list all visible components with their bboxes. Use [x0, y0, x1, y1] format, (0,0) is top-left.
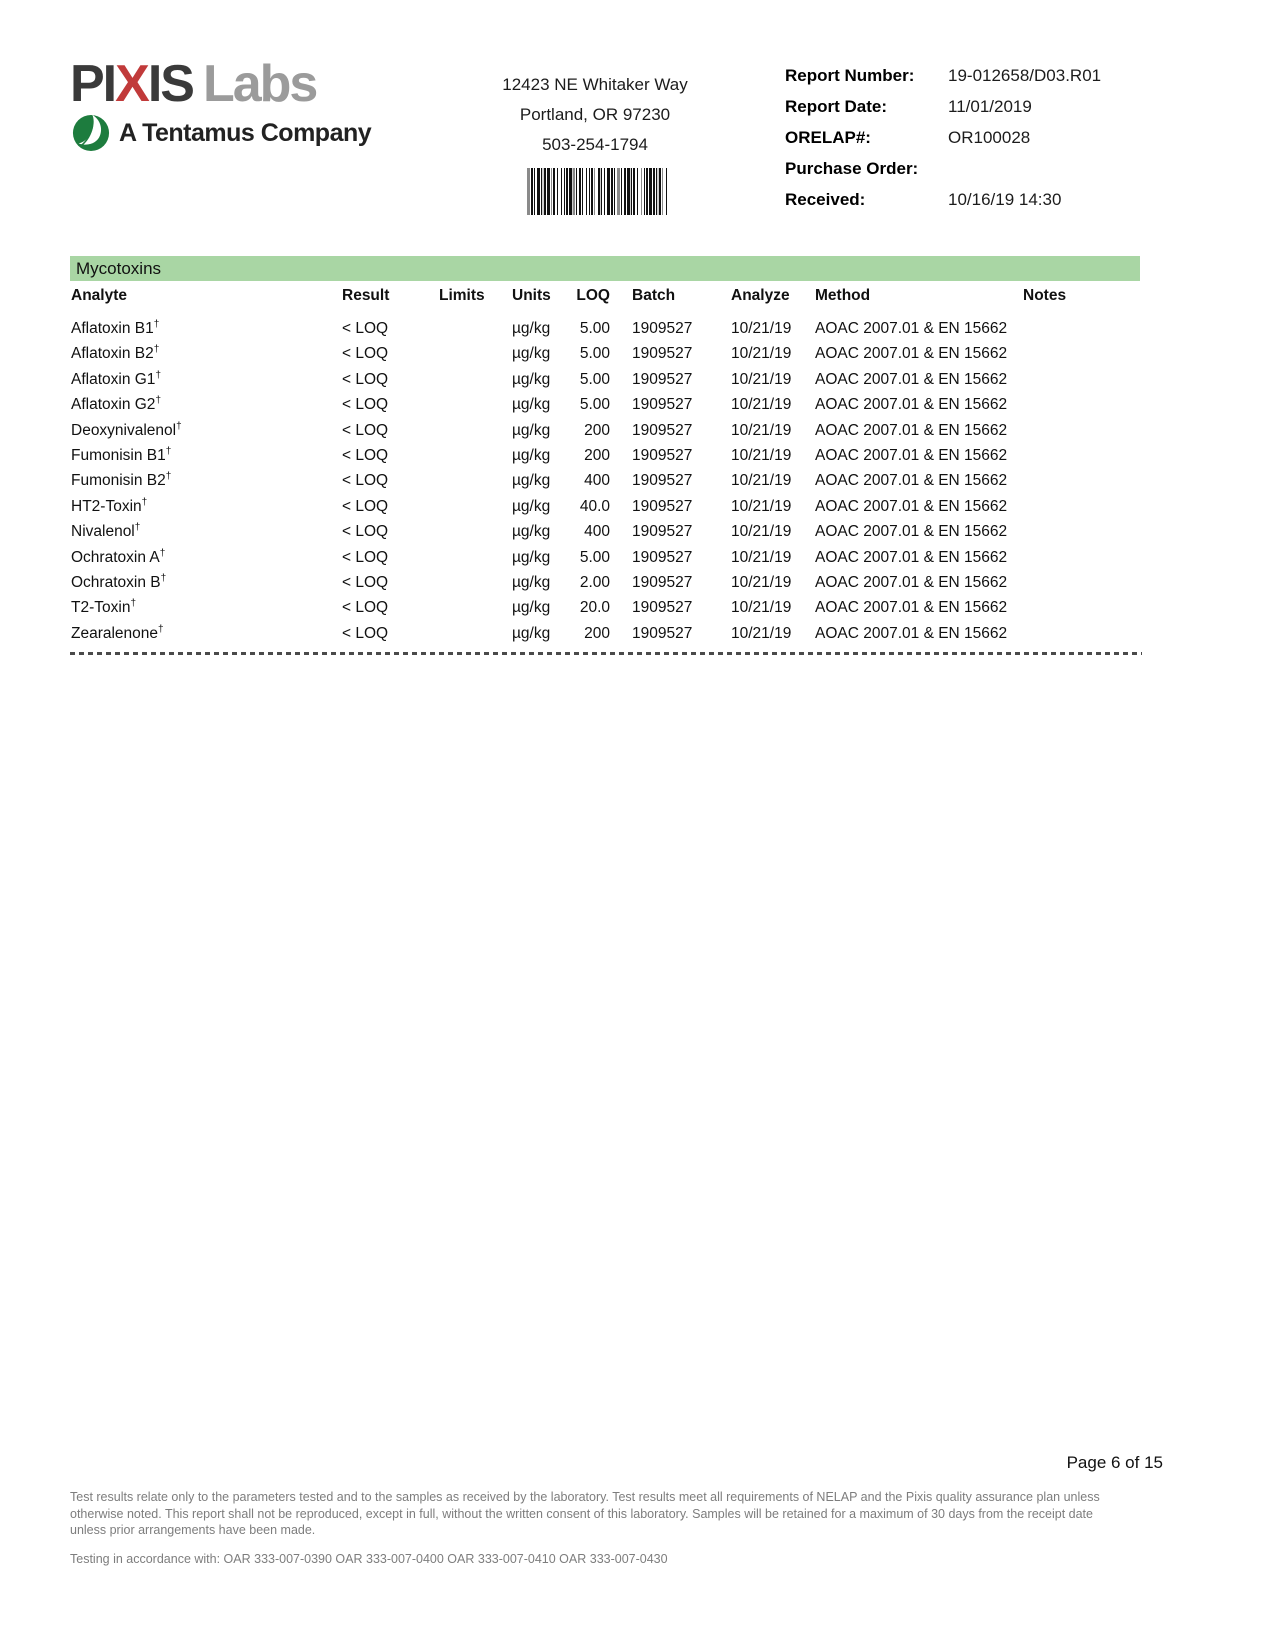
cell-units: µg/kg: [512, 345, 551, 363]
report-field: [785, 97, 1101, 128]
address-line-1: 12423 NE Whitaker Way: [502, 75, 688, 94]
table-row: [70, 316, 1140, 341]
cell-batch: 1909527: [632, 523, 693, 541]
cell-result: < LOQ: [342, 573, 389, 591]
table-row: [70, 545, 1140, 570]
cell-units: µg/kg: [512, 320, 551, 337]
report-field-value: 19-012658/D03.R01: [948, 66, 1102, 85]
cell-analyte: Ochratoxin B†: [71, 572, 167, 591]
report-field-value: 10/16/19 14:30: [948, 190, 1062, 209]
cell-loq: 5.00: [579, 370, 610, 388]
col-header-batch: Batch: [632, 287, 676, 304]
cell-batch: 1909527: [632, 345, 693, 363]
cell-analyze: 10/21/19: [731, 573, 792, 591]
table-row: [70, 468, 1140, 493]
dagger-mark: †: [155, 395, 161, 407]
report-field: [785, 66, 1101, 97]
cell-result: < LOQ: [342, 599, 389, 617]
cell-result: < LOQ: [342, 472, 389, 490]
dagger-mark: †: [130, 598, 136, 610]
cell-result: < LOQ: [342, 421, 389, 439]
dagger-mark: †: [160, 572, 167, 584]
cell-analyze: 10/21/19: [731, 497, 792, 515]
cell-result: < LOQ: [342, 320, 389, 337]
cell-method: AOAC 2007.01 & EN 15662: [815, 421, 1008, 439]
col-header-result: Result: [342, 287, 390, 304]
cell-batch: 1909527: [632, 396, 693, 414]
cell-analyte: Deoxynivalenol†: [71, 420, 182, 439]
col-header-analyte: Analyte: [71, 287, 127, 304]
cell-batch: 1909527: [632, 370, 693, 388]
cell-analyze: 10/21/19: [731, 548, 792, 566]
table-row: [70, 443, 1140, 468]
cell-loq: 5.00: [579, 320, 610, 337]
cell-result: < LOQ: [342, 548, 389, 566]
footer-accordance: Testing in accordance with: OAR 333-007-0390 OAR 333-007-0400 OAR 333-007-0410 OAR 333-007-0430: [70, 1552, 668, 1566]
cell-method: AOAC 2007.01 & EN 15662: [815, 624, 1008, 642]
dagger-mark: †: [176, 420, 182, 432]
cell-analyte: Aflatoxin B2†: [71, 344, 160, 363]
cell-method: AOAC 2007.01 & EN 15662: [815, 345, 1008, 363]
col-header-limits: Limits: [439, 287, 485, 304]
cell-result: < LOQ: [342, 345, 389, 363]
cell-loq: 200: [584, 421, 610, 439]
address-line-2: Portland, OR 97230: [519, 105, 671, 124]
table-row: [70, 367, 1140, 392]
report-field-label: Report Number:: [785, 66, 915, 85]
cell-loq: 400: [584, 472, 610, 490]
cell-method: AOAC 2007.01 & EN 15662: [815, 472, 1008, 490]
cell-analyze: 10/21/19: [731, 472, 792, 490]
table-header-row: [70, 284, 1140, 308]
report-field: [785, 190, 1101, 221]
cell-batch: 1909527: [632, 599, 693, 617]
section-header-mycotoxins: Mycotoxins: [70, 256, 1140, 281]
cell-analyze: 10/21/19: [731, 421, 792, 439]
cell-units: µg/kg: [512, 548, 551, 566]
cell-units: µg/kg: [512, 396, 551, 414]
cell-batch: 1909527: [632, 624, 693, 642]
dagger-mark: †: [134, 521, 141, 533]
col-header-analyze: Analyze: [731, 287, 790, 304]
cell-method: AOAC 2007.01 & EN 15662: [815, 523, 1008, 541]
col-header-method: Method: [815, 287, 871, 304]
logo-wordmark: [70, 55, 371, 113]
cell-batch: 1909527: [632, 573, 693, 591]
cell-loq: 5.00: [579, 396, 610, 414]
logo-text-pi: PI: [70, 55, 116, 113]
report-info: [785, 66, 1101, 221]
cell-analyze: 10/21/19: [731, 345, 792, 363]
cell-result: < LOQ: [342, 523, 389, 541]
table-row: [70, 570, 1140, 595]
cell-analyte: T2-Toxin†: [71, 598, 136, 617]
cell-analyze: 10/21/19: [731, 599, 792, 617]
report-field-value: OR100028: [948, 128, 1031, 147]
cell-method: AOAC 2007.01 & EN 15662: [815, 548, 1008, 566]
cell-loq: 20.0: [579, 599, 610, 617]
cell-batch: 1909527: [632, 320, 693, 337]
dagger-mark: †: [165, 445, 172, 457]
dagger-mark: †: [159, 547, 166, 559]
dagger-mark: †: [153, 344, 160, 356]
cell-units: µg/kg: [512, 446, 551, 464]
logo-tagline: [72, 114, 371, 152]
cell-loq: 5.00: [579, 345, 610, 363]
lab-address: [450, 70, 740, 160]
cell-method: AOAC 2007.01 & EN 15662: [815, 370, 1008, 388]
cell-analyze: 10/21/19: [731, 446, 792, 464]
cell-units: µg/kg: [512, 624, 551, 642]
cell-analyze: 10/21/19: [731, 320, 792, 337]
report-field-label: ORELAP#:: [785, 128, 871, 147]
cell-analyte: Zearalenone†: [71, 623, 164, 642]
logo-text-labs: Labs: [202, 55, 317, 113]
cell-batch: 1909527: [632, 446, 693, 464]
cell-analyze: 10/21/19: [731, 370, 792, 388]
table-row: [70, 494, 1140, 519]
cell-loq: 2.00: [579, 573, 610, 591]
cell-analyte: Aflatoxin G2†: [71, 395, 161, 414]
cell-units: µg/kg: [512, 573, 551, 591]
cell-analyte: HT2-Toxin†: [71, 496, 148, 515]
table-row: [70, 341, 1140, 366]
table-row: [70, 392, 1140, 417]
page-number: Page 6 of 15: [1066, 1453, 1163, 1472]
cell-method: AOAC 2007.01 & EN 15662: [815, 396, 1008, 414]
cell-analyte: Ochratoxin A†: [71, 547, 166, 566]
cell-units: µg/kg: [512, 497, 551, 515]
cell-analyte: Fumonisin B2†: [71, 471, 172, 490]
cell-analyte: Fumonisin B1†: [71, 445, 172, 464]
cell-loq: 5.00: [579, 548, 610, 566]
cell-result: < LOQ: [342, 370, 389, 388]
cell-result: < LOQ: [342, 624, 389, 642]
cell-loq: 200: [584, 446, 610, 464]
report-field-value: 11/01/2019: [948, 97, 1032, 116]
cell-method: AOAC 2007.01 & EN 15662: [815, 599, 1008, 617]
report-field-label: Received:: [785, 190, 866, 209]
col-header-loq: LOQ: [576, 287, 610, 304]
cell-units: µg/kg: [512, 421, 551, 439]
cell-method: AOAC 2007.01 & EN 15662: [815, 573, 1008, 591]
leaf-icon: [72, 114, 110, 152]
barcode: [527, 168, 669, 215]
dagger-mark: †: [155, 369, 161, 381]
cell-units: µg/kg: [512, 599, 551, 617]
table-row: [70, 621, 1140, 646]
report-field: [785, 128, 1101, 159]
cell-units: µg/kg: [512, 523, 551, 541]
report-field-label: Purchase Order:: [785, 159, 919, 178]
cell-method: AOAC 2007.01 & EN 15662: [815, 497, 1008, 515]
cell-batch: 1909527: [632, 548, 693, 566]
cell-analyze: 10/21/19: [731, 396, 792, 414]
pixis-labs-logo: [70, 55, 372, 152]
cell-analyte: Aflatoxin G1†: [71, 369, 161, 388]
cell-analyze: 10/21/19: [731, 523, 792, 541]
cell-batch: 1909527: [632, 421, 693, 439]
report-field: [785, 159, 1101, 190]
tagline-text: A Tentamus Company: [119, 118, 372, 147]
logo-text-x: X: [115, 55, 148, 113]
cell-analyze: 10/21/19: [731, 624, 792, 642]
dagger-mark: †: [141, 496, 148, 508]
cell-loq: 400: [584, 523, 610, 541]
address-line-3: 503-254-1794: [542, 135, 648, 154]
col-header-notes: Notes: [1023, 287, 1067, 304]
col-header-units: Units: [512, 287, 551, 304]
dagger-mark: †: [165, 471, 172, 483]
report-field-label: Report Date:: [785, 97, 888, 116]
table-body: [70, 316, 1140, 646]
cell-analyte: Nivalenol†: [71, 521, 141, 541]
cell-analyte: Aflatoxin B1†: [71, 318, 160, 337]
cell-units: µg/kg: [512, 370, 551, 388]
cell-result: < LOQ: [342, 497, 389, 515]
footer-disclaimer: Test results relate only to the parameters tested and to the samples as received by the laboratory. Test results meet all requirements of NELAP and the Pixis quality assurance plan unless otherwise noted. This report shall not be reproduced, except in full, without the written consent of this laboratory. Samples will be retained for a maximum of 30 days from the receipt date unless prior arrangements have been made.: [70, 1490, 1100, 1537]
dagger-mark: †: [158, 623, 164, 635]
logo-text-is: IS: [147, 55, 193, 113]
dagger-mark: †: [153, 318, 160, 330]
cell-units: µg/kg: [512, 472, 551, 490]
cell-batch: 1909527: [632, 497, 693, 515]
table-row: [70, 519, 1140, 544]
cell-loq: 40.0: [579, 497, 610, 515]
cell-method: AOAC 2007.01 & EN 15662: [815, 446, 1008, 464]
cell-loq: 200: [584, 624, 610, 642]
results-table: [70, 284, 1140, 646]
table-row: [70, 418, 1140, 443]
table-row: [70, 595, 1140, 620]
cell-result: < LOQ: [342, 446, 389, 464]
cell-result: < LOQ: [342, 396, 389, 414]
table-end-dashed-divider: [70, 652, 1142, 655]
cell-batch: 1909527: [632, 472, 693, 490]
cell-method: AOAC 2007.01 & EN 15662: [815, 320, 1008, 337]
